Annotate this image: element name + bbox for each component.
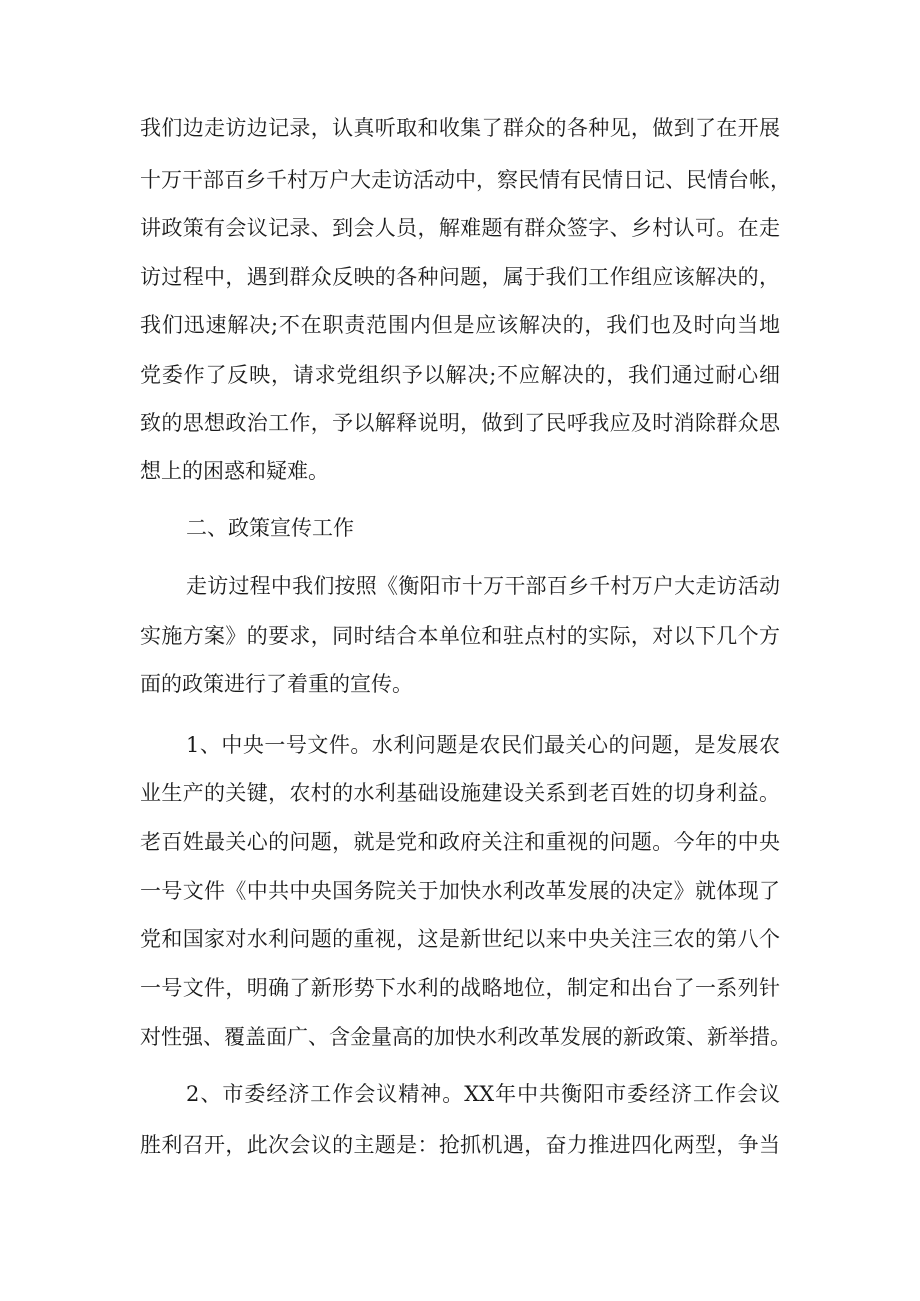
text-line: 党委作了反映，请求党组织予以解决;不应解决的，我们通过耐心细 [140,363,780,387]
text-line: 实施方案》的要求，同时结合本单位和驻点村的实际，对以下几个方 [140,624,780,648]
text-line: 讲政策有会议记录、到会人员，解难题有群众签字、乡村认可。在走 [140,216,780,240]
text-line: 访过程中，遇到群众反映的各种问题，属于我们工作组应该解决的， [140,265,780,289]
text-line: 想上的困惑和疑难。 [140,459,329,483]
section-heading: 二、政策宣传工作 [186,516,354,540]
paragraph-first-line: 2、市委经济工作会议精神。XX年中共衡阳市委经济工作会议 [186,1082,780,1106]
paragraph-first-line: 走访过程中我们按照《衡阳市十万干部百乡千村万户大走访活动 [186,574,780,598]
text-line: 党和国家对水利问题的重视，这是新世纪以来中央关注三农的第八个 [140,927,780,951]
text-line: 我们迅速解决;不在职责范围内但是应该解决的，我们也及时向当地 [140,313,780,337]
text-line: 对性强、覆盖面广、含金量高的加快水利改革发展的新政策、新举措。 [140,1025,791,1049]
text-line: 面的政策进行了着重的宣传。 [140,672,413,696]
paragraph-first-line: 1、中央一号文件。水利问题是农民们最关心的问题，是发展农 [186,733,780,757]
text-line: 业生产的关键，农村的水利基础设施建设关系到老百姓的切身利益。 [140,781,780,805]
text-line: 老百姓最关心的问题，就是党和政府关注和重视的问题。今年的中央 [140,830,780,854]
text-line: 胜利召开，此次会议的主题是：抢抓机遇，奋力推进四化两型，争当 [140,1133,780,1157]
text-line: 我们边走访边记录，认真听取和收集了群众的各种见，做到了在开展 [140,116,780,140]
text-line: 一号文件，明确了新形势下水利的战略地位，制定和出台了一系列针 [140,976,780,1000]
text-line: 致的思想政治工作，予以解释说明，做到了民呼我应及时消除群众思 [140,411,780,435]
text-line: 一号文件《中共中央国务院关于加快水利改革发展的决定》就体现了 [140,879,780,903]
text-line: 十万干部百乡千村万户大走访活动中，察民情有民情日记、民情台帐， [140,168,791,192]
